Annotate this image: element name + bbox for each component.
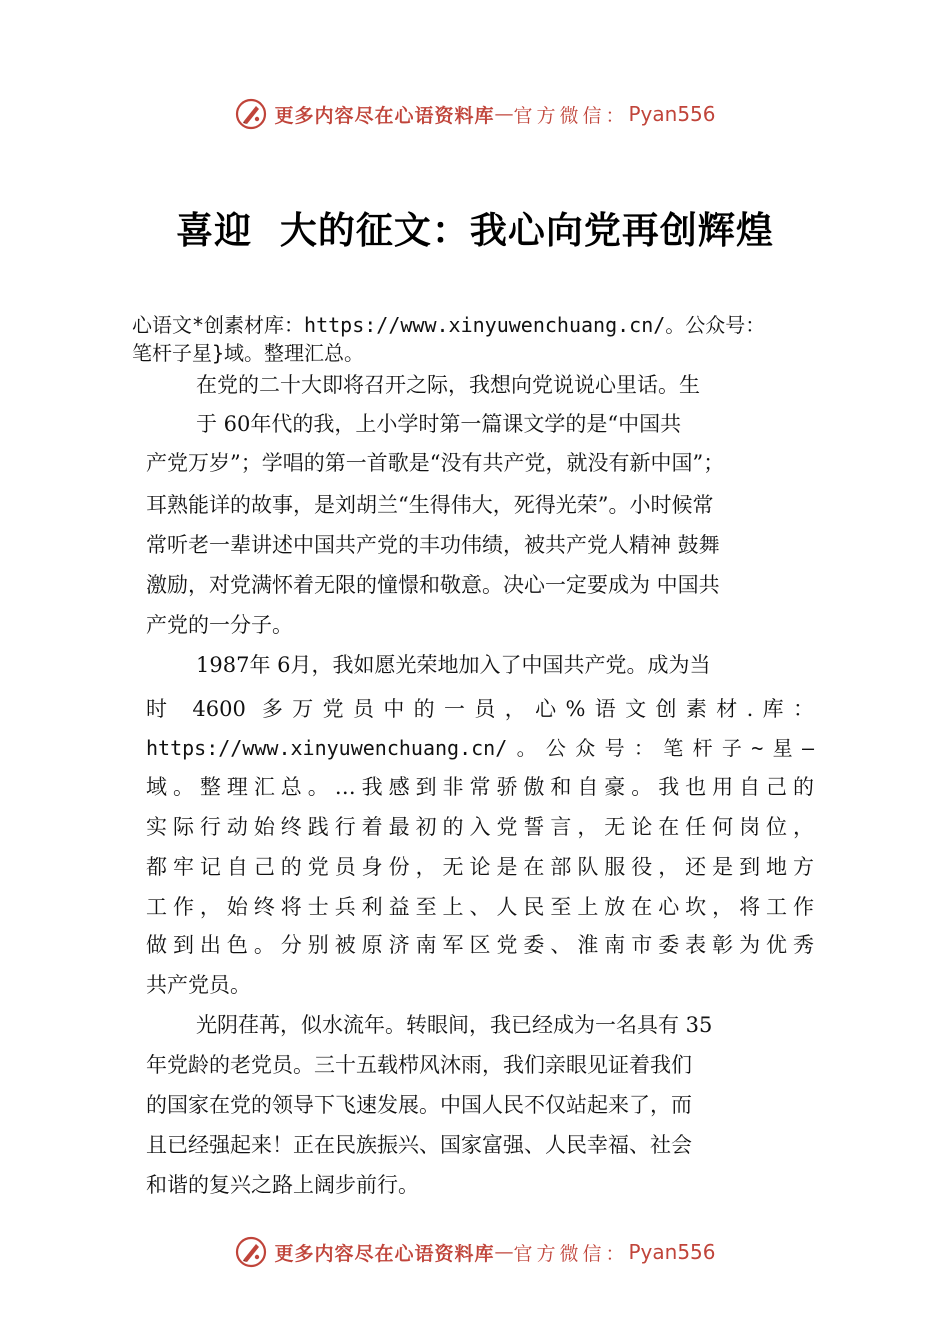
header-dash: — [494, 103, 514, 125]
source-note-line: 心语文*创素材库：https://www.xinyuwenchuang.cn/。公众号： [132, 313, 766, 337]
paragraph-line: 激励，对党满怀着无限的憧憬和敬意。决心一定要成为 中国共 [146, 573, 720, 597]
footer-banner [0, 1232, 950, 1272]
paragraph-line: https://www.xinyuwenchuang.cn/。公众号：笔杆子~星— [146, 736, 814, 760]
paragraph-line: 和谐的复兴之路上阔步前行。 [146, 1173, 419, 1197]
paragraph-line: 且已经强起来！正在民族振兴、国家富强、人民幸福、社会 [146, 1133, 692, 1157]
header-wechat-id: Pyan556 [628, 102, 716, 126]
paragraph-line: 耳熟能详的故事，是刘胡兰“生得伟大，死得光荣”。小时候常 [146, 493, 714, 517]
paragraph-line: 时 4600 多万党员中的一员，心%语文创素材.库： [146, 697, 814, 721]
paragraph-line: 域。整理汇总。…我感到非常骄傲和自豪。我也用自己的 [146, 775, 814, 799]
paragraph-line: 的国家在党的领导下飞速发展。中国人民不仅站起来了，而 [146, 1093, 692, 1117]
header-site-text: 更多内容尽在心语资料库 [274, 104, 495, 127]
brand-logo-icon [234, 97, 268, 131]
footer-wechat-id: Pyan556 [628, 1240, 716, 1264]
brand-logo-icon [234, 1235, 268, 1269]
footer-dash: — [494, 1241, 514, 1263]
paragraph-line: 共产党员。 [146, 973, 251, 997]
paragraph-line: 常听老一辈讲述中国共产党的丰功伟绩，被共产党人精神 鼓舞 [146, 533, 720, 557]
header-banner [0, 94, 950, 134]
paragraph-line: 在党的二十大即将召开之际，我想向党说说心里话。生 [196, 373, 700, 397]
paragraph-line: 都牢记自己的党员身份，无论是在部队服役，还是到地方 [146, 855, 814, 879]
page-title: 喜迎 大的征文：我心向党再创辉煌 [176, 208, 774, 252]
paragraph-line: 光阴荏苒，似水流年。转眼间，我已经成为一名具有 35 [196, 1013, 713, 1037]
footer-wechat-label: 官方微信： [513, 1242, 629, 1265]
paragraph-line: 产党的一分子。 [146, 613, 293, 637]
source-note-line: 笔杆子星}域。整理汇总。 [132, 341, 365, 365]
paragraph-line: 工作，始终将士兵利益至上、人民至上放在心坎，将工作 [146, 895, 814, 919]
paragraph-line: 做到出色。分别被原济南军区党委、淮南市委表彰为优秀 [146, 933, 814, 957]
footer-site-text: 更多内容尽在心语资料库 [274, 1242, 495, 1265]
paragraph-line: 产党万岁”；学唱的第一首歌是“没有共产党，就没有新中国”； [146, 451, 725, 475]
paragraph-line: 于 60年代的我，上小学时第一篇课文学的是“中国共 [196, 412, 682, 436]
header-wechat-label: 官方微信： [513, 104, 629, 127]
paragraph-line: 1987年 6月，我如愿光荣地加入了中国共产党。成为当 [196, 653, 711, 677]
paragraph-line: 实际行动始终践行着最初的入党誓言，无论在任何岗位， [146, 815, 814, 839]
paragraph-line: 年党龄的老党员。三十五载栉风沐雨，我们亲眼见证着我们 [146, 1053, 692, 1077]
